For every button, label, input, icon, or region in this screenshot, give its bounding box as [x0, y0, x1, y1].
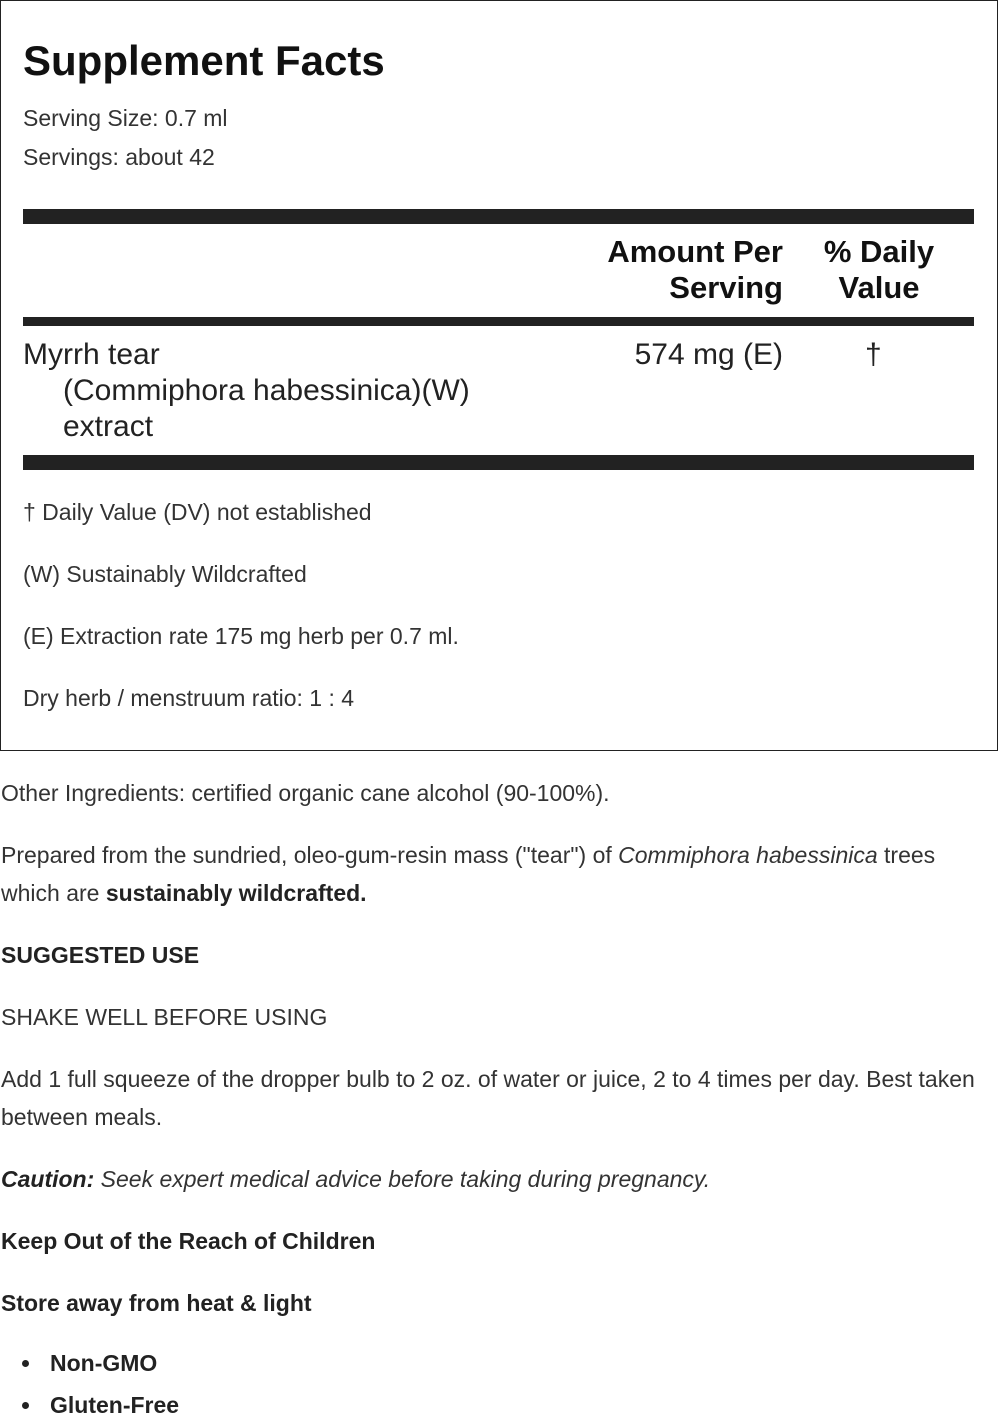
serving-size: Serving Size: 0.7 ml — [23, 105, 228, 131]
wildcrafted-emphasis: sustainably wildcrafted. — [105, 880, 367, 906]
list-item: Gluten-Free — [0, 1384, 179, 1426]
bullet-icon — [22, 1402, 29, 1409]
ingredient-amount: 574 mg (E) — [634, 338, 783, 371]
species-name: Commiphora habessinica — [618, 842, 878, 868]
ingredient-daily-value: † — [865, 338, 882, 371]
footnote-daily-value: † Daily Value (DV) not established — [23, 499, 372, 525]
servings-per-container: Servings: about 42 — [23, 144, 215, 170]
storage-notice: Store away from heat & light — [1, 1290, 312, 1316]
ingredient-botanical-name: (Commiphora habessinica)(W) — [63, 374, 470, 407]
footnote-extraction-rate: (E) Extraction rate 175 mg herb per 0.7 ml. — [23, 623, 459, 649]
directions-text: Add 1 full squeeze of the dropper bulb to 2 oz. of water or juice, 2 to 4 times per day. Best taken between meals. — [1, 1066, 975, 1130]
daily-value-header: % Daily Value — [823, 234, 935, 305]
header-divider-bar — [23, 317, 974, 326]
caution-label: Caution: — [1, 1166, 95, 1192]
list-item: Non-GMO — [0, 1342, 179, 1384]
feature-list — [0, 1342, 179, 1426]
bottom-divider-bar — [23, 455, 974, 470]
other-ingredients: Other Ingredients: certified organic cane alcohol (90-100%). — [1, 780, 610, 806]
footnote-herb-ratio: Dry herb / menstruum ratio: 1 : 4 — [23, 685, 355, 711]
amount-per-serving-header: Amount Per Serving — [607, 234, 783, 305]
suggested-use-heading: SUGGESTED USE — [1, 942, 200, 968]
ingredient-form: extract — [63, 410, 154, 443]
footnote-wildcrafted: (W) Sustainably Wildcrafted — [23, 561, 307, 587]
caution-notice: Caution: Seek expert medical advice before taking during pregnancy. — [1, 1166, 711, 1192]
shake-well-notice: SHAKE WELL BEFORE USING — [1, 1004, 328, 1030]
ingredient-name: Myrrh tear — [23, 338, 160, 371]
top-divider-bar — [23, 209, 974, 224]
keep-out-of-reach: Keep Out of the Reach of Children — [1, 1228, 376, 1254]
preparation-description: Prepared from the sundried, oleo-gum-resin mass ("tear") of Commiphora habessinica trees which are sustainably wildcrafted. — [1, 842, 936, 906]
bullet-icon — [22, 1360, 29, 1367]
facts-title: Supplement Facts — [23, 37, 385, 84]
